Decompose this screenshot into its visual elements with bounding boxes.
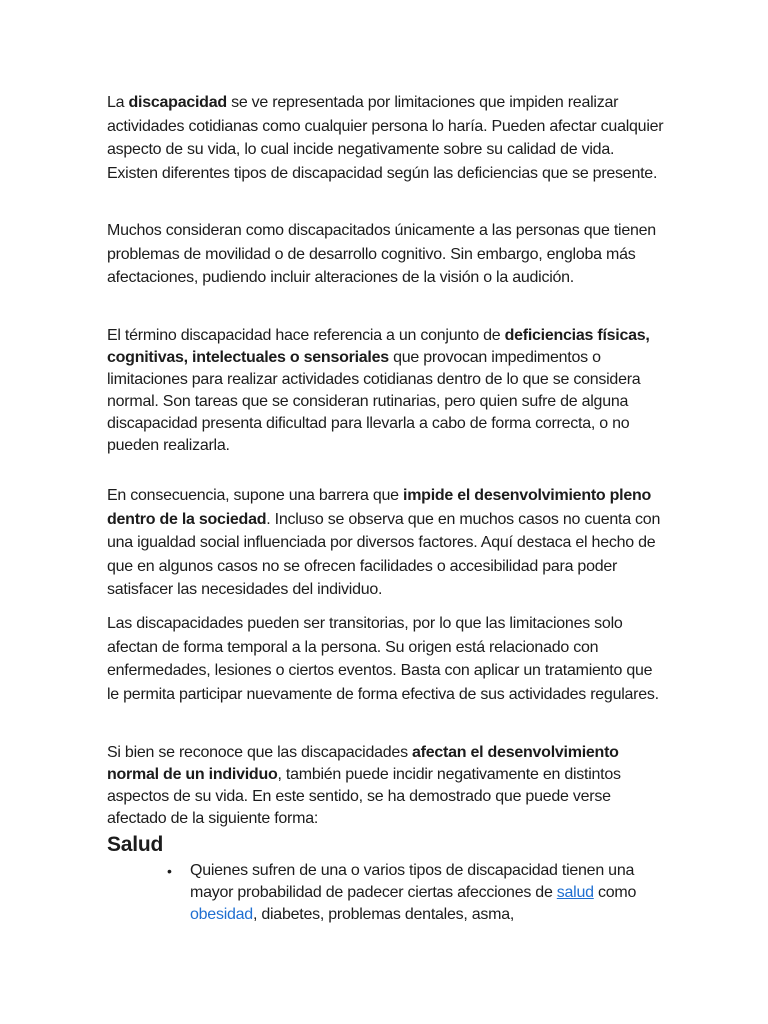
paragraph-effects	[107, 742, 667, 830]
bold-term: discapacidad	[128, 94, 227, 111]
text-run: , diabetes, problemas dentales, asma,	[252, 906, 515, 923]
paragraph-types	[107, 219, 667, 290]
paragraph-transitory	[107, 612, 667, 706]
obesidad-link[interactable]: obesidad	[190, 906, 253, 923]
text-run: Muchos consideran como discapacitados únicamente a las personas que tienen problemas de movilidad o de desarrollo cognitivo. Sin embargo, engloba más afectaciones, pudiendo incluir alteraciones de la visión o la audición.	[107, 222, 656, 286]
text-run: En consecuencia, supone una barrera que	[107, 487, 403, 504]
text-run: , también puede incidir negativamente en distintos aspectos de su vida. En este sentido, se ha demostrado que puede verse afectado de la siguiente forma:	[107, 766, 621, 827]
text-run: Las discapacidades pueden ser transitorias, por lo que las limitaciones solo afectan de forma temporal a la persona. Su origen está relacionado con enfermedades, lesiones o ciertos eventos. Basta con aplicar un tratamiento que le permita participar nuevamente de forma efectiva de sus actividades regulares.	[107, 615, 659, 703]
bold-term: deficiencias físicas, cognitivas, intelectuales o sensoriales	[107, 327, 650, 366]
text-run: . Incluso se observa que en muchos casos no cuenta con una igualdad social influenciada por diversos factores. Aquí destaca el hecho de que en algunos casos no se ofrecen facilidades o accesibilidad para poder satisfacer las necesidades del individuo.	[107, 510, 661, 598]
text-run: se ve representada por limitaciones que impiden realizar actividades cotidianas como cualquier persona lo haría. Pueden afectar cualquier aspecto de su vida, lo cual incide negativamente sobre su calidad de vida. Existen diferentes tipos de discapacidad según las deficiencias que se presente.	[107, 94, 664, 182]
bold-term: afectan el desenvolvimiento normal de un individuo	[107, 744, 619, 783]
text-run: Si bien se reconoce que las discapacidades	[107, 744, 413, 761]
text-run: como	[593, 884, 637, 901]
bold-term: impide el desenvolvimiento pleno dentro de la sociedad	[107, 487, 652, 528]
text-run: La	[107, 94, 129, 111]
list-item	[164, 860, 664, 926]
salud-link[interactable]: salud	[556, 884, 594, 901]
text-run: El término discapacidad hace referencia a un conjunto de	[107, 327, 505, 344]
paragraph-term	[107, 325, 667, 457]
bullet-icon: •	[167, 863, 172, 879]
salud-list	[164, 860, 664, 926]
paragraph-definition	[107, 91, 667, 185]
text-run: Quienes sufren de una o varios tipos de discapacidad tienen una mayor probabilidad de padecer ciertas afecciones de	[190, 862, 635, 901]
text-run: que provocan impedimentos o limitaciones para realizar actividades cotidianas dentro de lo que se considera normal. Son tareas que se consideran rutinarias, pero quien sufre de alguna discapacidad presenta dificultad para llevarla a cabo de forma correcta, o no pueden realizarla.	[107, 349, 641, 454]
paragraph-consequence	[107, 484, 667, 602]
section-heading-salud: Salud	[107, 833, 164, 856]
